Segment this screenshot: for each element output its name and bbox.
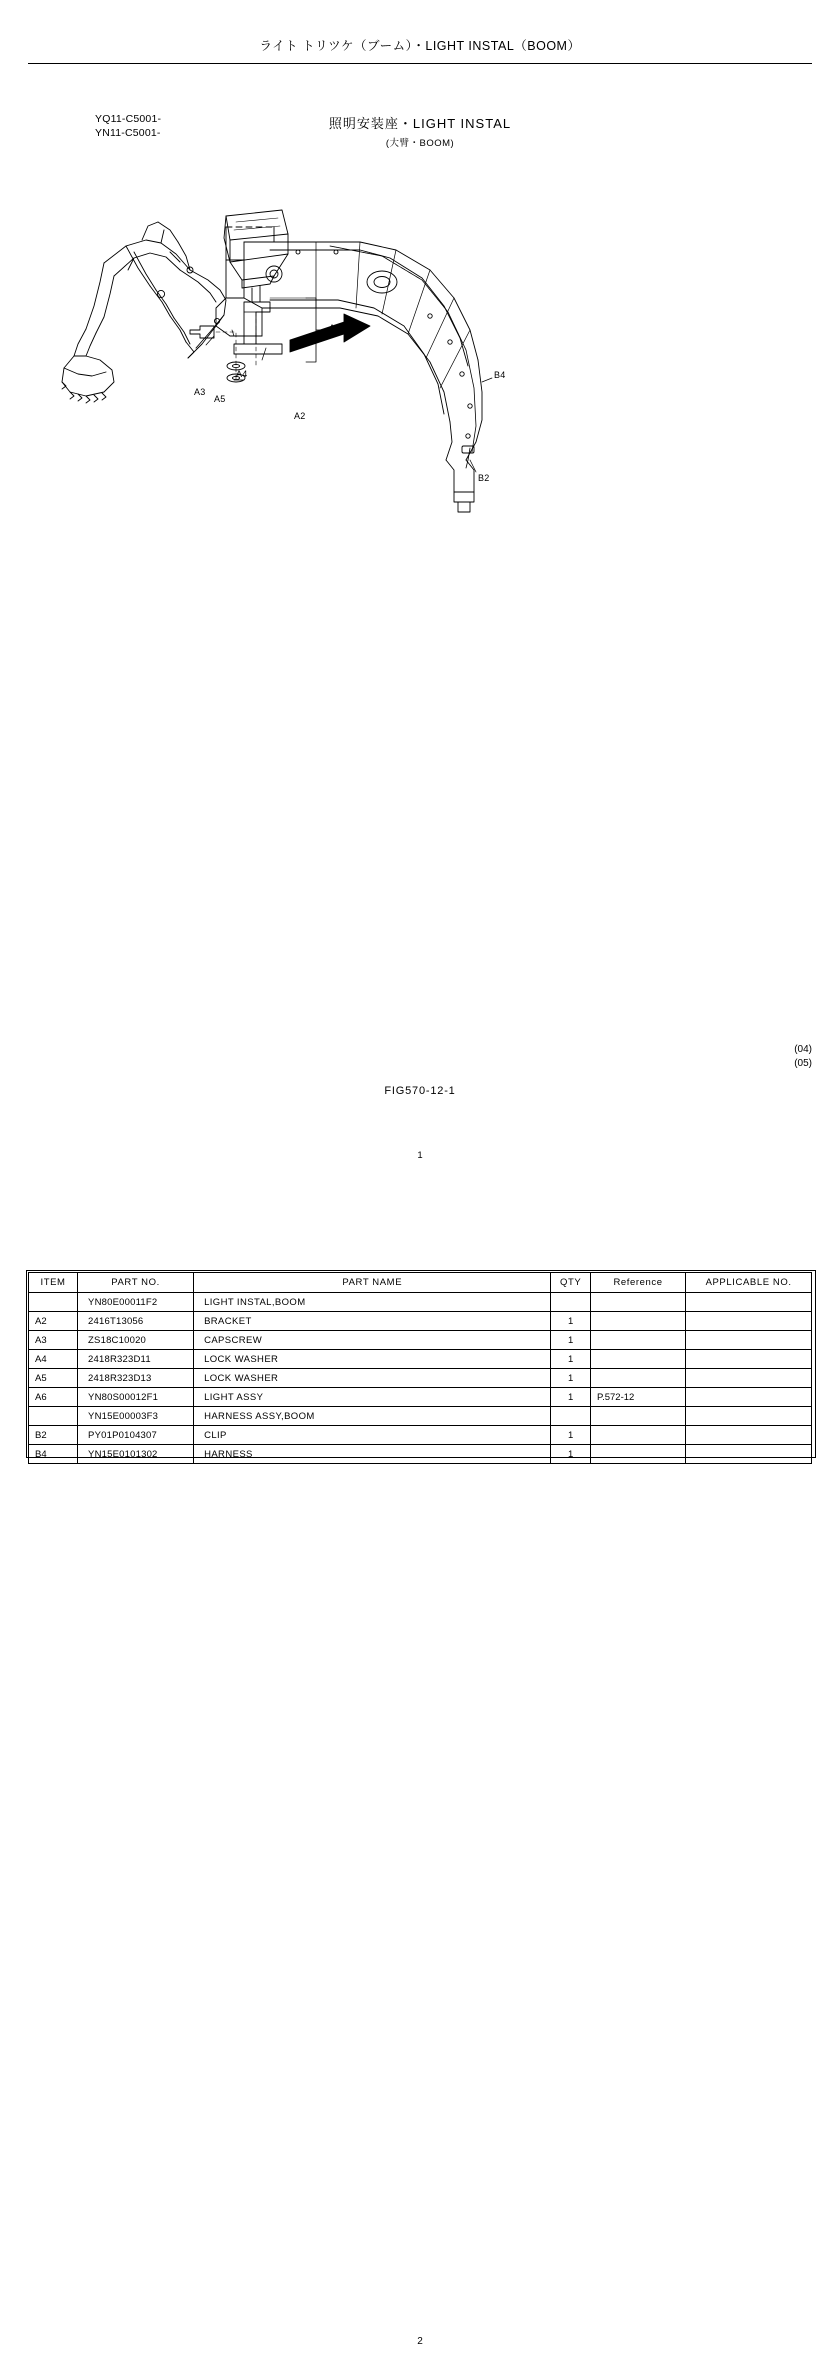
- page-title: ライト トリツケ（ブーム）・LIGHT INSTAL（BOOM）: [259, 39, 581, 53]
- cell-item: A6: [29, 1388, 78, 1407]
- callout-a4: A4: [236, 369, 248, 379]
- cell-part-name: HARNESS ASSY,BOOM: [194, 1407, 551, 1426]
- column-header-part-name: PART NAME: [194, 1273, 551, 1293]
- revision-codes: [794, 1043, 812, 1071]
- cell-part-name: CLIP: [194, 1426, 551, 1445]
- callout-a6: A6: [329, 323, 341, 333]
- excavator-outline: [62, 222, 226, 403]
- cell-item: A4: [29, 1350, 78, 1369]
- cell-part-no: 2418R323D11: [78, 1350, 194, 1369]
- cell-reference: [590, 1331, 685, 1350]
- cell-item: B4: [29, 1445, 78, 1464]
- column-header-applicable-no: APPLICABLE NO.: [686, 1273, 812, 1293]
- cell-part-no: YN15E00003F3: [78, 1407, 194, 1426]
- callout-b4: B4: [494, 370, 506, 380]
- revision-code-1: (04): [794, 1044, 812, 1055]
- cell-qty: 1: [551, 1369, 591, 1388]
- table-row[interactable]: [29, 1312, 812, 1331]
- cell-reference: [590, 1350, 685, 1369]
- cell-part-no: YN80E00011F2: [78, 1293, 194, 1312]
- cell-reference: [590, 1312, 685, 1331]
- revision-code-2: (05): [794, 1058, 812, 1069]
- page-number: 2: [417, 2336, 423, 2347]
- cell-reference: [590, 1445, 685, 1464]
- cell-item: [29, 1407, 78, 1426]
- column-header-reference: Reference: [590, 1273, 685, 1293]
- cell-item: [29, 1293, 78, 1312]
- cell-reference: [590, 1293, 685, 1312]
- cell-reference: [590, 1407, 685, 1426]
- cell-applicable: [686, 1293, 812, 1312]
- cell-applicable: [686, 1369, 812, 1388]
- cell-item: A3: [29, 1331, 78, 1350]
- header-divider: [28, 63, 812, 64]
- figure-title-main: 照明安装座・LIGHT INSTAL: [328, 116, 512, 131]
- cell-qty: 1: [551, 1426, 591, 1445]
- cell-qty: 1: [551, 1388, 591, 1407]
- technical-drawing: [30, 130, 810, 690]
- model-code-line-2: YN11-C5001-: [95, 127, 161, 139]
- cell-part-no: YN80S00012F1: [78, 1388, 194, 1407]
- cell-applicable: [686, 1407, 812, 1426]
- cell-reference: P.572-12: [590, 1388, 685, 1407]
- cell-part-name: BRACKET: [194, 1312, 551, 1331]
- cell-applicable: [686, 1426, 812, 1445]
- column-header-qty: QTY: [551, 1273, 591, 1293]
- cell-qty: 1: [551, 1445, 591, 1464]
- cell-part-no: YN15E0101302: [78, 1445, 194, 1464]
- cell-part-name: LOCK WASHER: [194, 1369, 551, 1388]
- column-header-part-no: PART NO.: [78, 1273, 194, 1293]
- boom-assembly-outline: [216, 227, 482, 512]
- table-header-row: [29, 1273, 812, 1293]
- cell-item: A2: [29, 1312, 78, 1331]
- callout-a5: A5: [214, 394, 226, 404]
- cell-item: B2: [29, 1426, 78, 1445]
- table-row[interactable]: [29, 1369, 812, 1388]
- cell-qty: [551, 1407, 591, 1426]
- cell-applicable: [686, 1312, 812, 1331]
- cell-qty: [551, 1293, 591, 1312]
- table-row[interactable]: [29, 1293, 812, 1312]
- cell-part-name: HARNESS: [194, 1445, 551, 1464]
- callout-b2: B2: [478, 473, 490, 483]
- table-row[interactable]: [29, 1350, 812, 1369]
- table-row[interactable]: [29, 1407, 812, 1426]
- cell-qty: 1: [551, 1350, 591, 1369]
- figure-number: FIG570-12-1: [384, 1085, 456, 1097]
- cell-qty: 1: [551, 1312, 591, 1331]
- cell-applicable: [686, 1388, 812, 1407]
- cell-part-no: ZS18C10020: [78, 1331, 194, 1350]
- cell-reference: [590, 1369, 685, 1388]
- sheet-index: 1: [417, 1150, 423, 1161]
- figure-title-sub: (大臂・BOOM): [385, 138, 455, 149]
- cell-item: A5: [29, 1369, 78, 1388]
- cell-reference: [590, 1426, 685, 1445]
- table-body: [29, 1293, 812, 1464]
- cell-applicable: [686, 1445, 812, 1464]
- cell-applicable: [686, 1331, 812, 1350]
- table-row[interactable]: [29, 1445, 812, 1464]
- cell-part-no: 2416T13056: [78, 1312, 194, 1331]
- table-row[interactable]: [29, 1388, 812, 1407]
- lamp-detail: [190, 210, 492, 472]
- cell-part-name: LIGHT INSTAL,BOOM: [194, 1293, 551, 1312]
- parts-table: [28, 1272, 812, 1464]
- cell-part-name: LOCK WASHER: [194, 1350, 551, 1369]
- cell-part-name: CAPSCREW: [194, 1331, 551, 1350]
- model-code-line-1: YQ11-C5001-: [95, 113, 162, 125]
- cell-part-no: PY01P0104307: [78, 1426, 194, 1445]
- callout-a2: A2: [294, 411, 306, 421]
- cell-part-name: LIGHT ASSY: [194, 1388, 551, 1407]
- table-row[interactable]: [29, 1426, 812, 1445]
- table-row[interactable]: [29, 1331, 812, 1350]
- column-header-item: ITEM: [29, 1273, 78, 1293]
- cell-qty: 1: [551, 1331, 591, 1350]
- cell-applicable: [686, 1350, 812, 1369]
- callout-a3: A3: [194, 387, 206, 397]
- cell-part-no: 2418R323D13: [78, 1369, 194, 1388]
